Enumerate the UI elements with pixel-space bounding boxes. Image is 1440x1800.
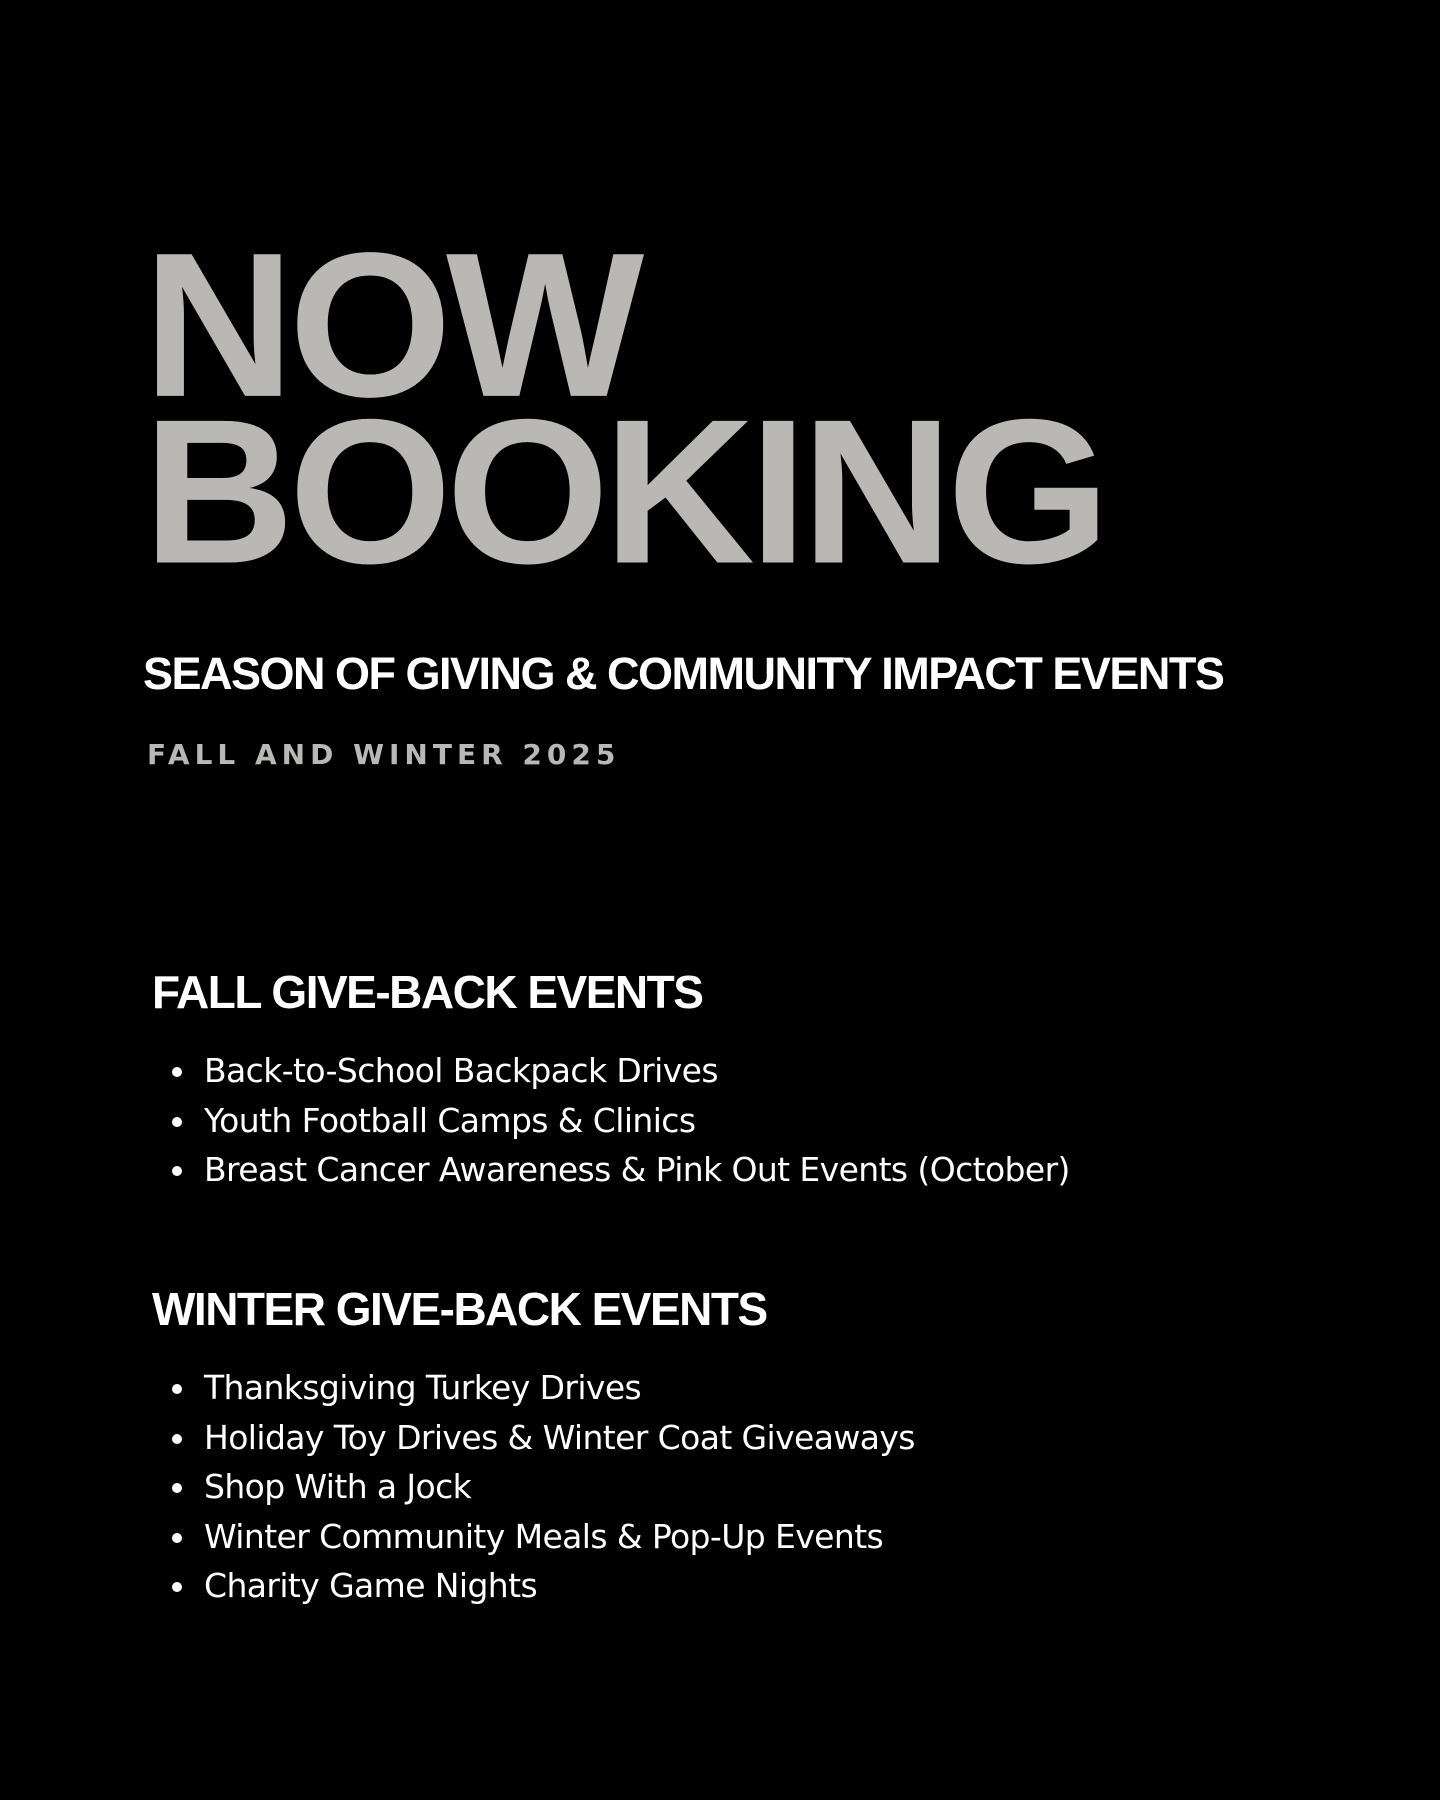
event-label: Thanksgiving Turkey Drives (204, 1368, 642, 1407)
event-label: Charity Game Nights (204, 1566, 538, 1605)
list-item (152, 1561, 1352, 1611)
event-label: Back-to-School Backpack Drives (204, 1051, 718, 1090)
list-item (152, 1096, 1352, 1146)
headline-line-booking: BOOKING (143, 376, 1105, 607)
winter-events-section (152, 1281, 1352, 1611)
winter-event-list (152, 1363, 1352, 1611)
event-label: Winter Community Meals & Pop-Up Events (204, 1516, 884, 1556)
headline (143, 209, 1105, 607)
list-item (152, 1413, 1352, 1463)
list-item (152, 1363, 1352, 1413)
event-label: Breast Cancer Awareness & Pink Out Events (October) (204, 1150, 1070, 1189)
list-item (152, 1512, 1352, 1562)
fall-events-section (152, 964, 1352, 1195)
event-label: Youth Football Camps & Clinics (204, 1100, 696, 1140)
subtitle: SEASON OF GIVING & COMMUNITY IMPACT EVENTS (143, 648, 1224, 699)
bullet-icon (172, 1483, 182, 1493)
bullet-icon (172, 1533, 182, 1543)
winter-section-title: WINTER GIVE-BACK EVENTS (152, 1283, 767, 1335)
fall-event-list (152, 1046, 1352, 1195)
list-item (152, 1462, 1352, 1512)
list-item (152, 1046, 1352, 1096)
event-label: Shop With a Jock (204, 1467, 472, 1506)
fall-section-title: FALL GIVE-BACK EVENTS (152, 966, 703, 1018)
bullet-icon (172, 1117, 182, 1127)
bullet-icon (172, 1166, 182, 1176)
headline-line-now: NOW (143, 209, 639, 440)
bullet-icon (172, 1067, 182, 1077)
bullet-icon (172, 1434, 182, 1444)
event-label: Holiday Toy Drives & Winter Coat Giveaways (204, 1417, 915, 1457)
bullet-icon (172, 1384, 182, 1394)
list-item (152, 1145, 1352, 1195)
season-label: FALL AND WINTER 2025 (147, 738, 621, 771)
bullet-icon (172, 1582, 182, 1592)
